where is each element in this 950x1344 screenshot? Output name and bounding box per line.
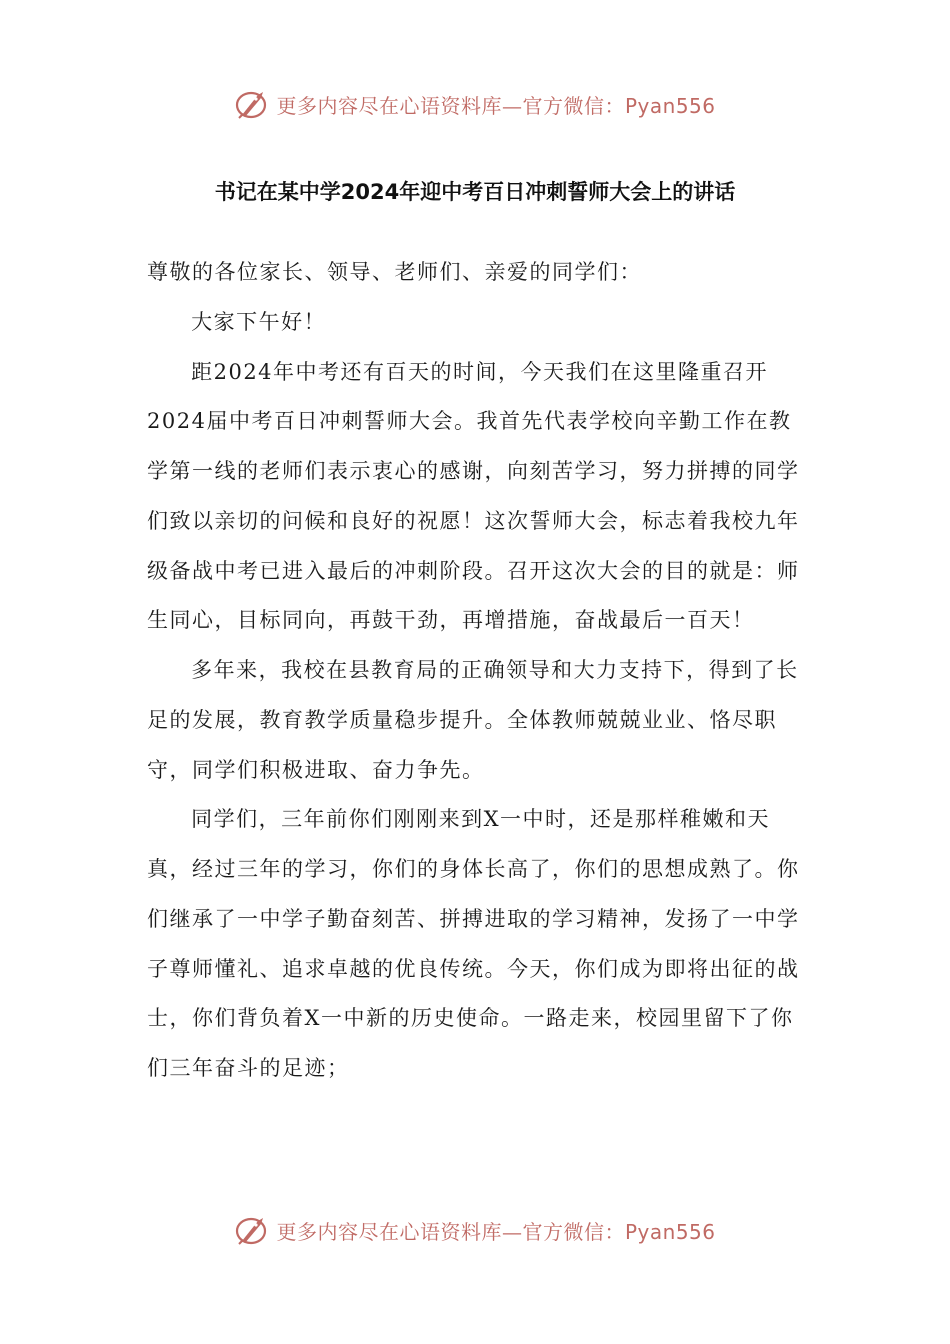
paragraph: 同学们，三年前你们刚刚来到X一中时，还是那样稚嫩和天真，经过三年的学习，你们的身体长高了，你们的思想成熟了。你们继承了一中学子勤奋刻苦、拼搏进取的学习精神，发扬了一中学子尊师懂礼、追求卓越的优良传统。今天，你们成为即将出征的战士，你们背负着X一中新的历史使命。一路走来，校园里留下了你们三年奋斗的足迹； [147, 807, 800, 1080]
salutation: 尊敬的各位家长、领导、老师们、亲爱的同学们： [147, 260, 642, 284]
pen-nib-logo-icon [234, 87, 270, 121]
paragraph: 距2024年中考还有百天的时间，今天我们在这里隆重召开2024届中考百日冲刺誓师大会。我首先代表学校向辛勤工作在教学第一线的老师们表示衷心的感谢，向刻苦学习，努力拼搏的同学们致以亲切的问候和良好的祝愿！这次誓师大会，标志着我校九年级备战中考已进入最后的冲刺阶段。召开这次大会的目的就是：师生同心，目标同向，再鼓干劲，再增措施，奋战最后一百天！ [147, 359, 800, 633]
wechat-id: Pyan556 [624, 1219, 716, 1244]
header-banner [0, 84, 950, 124]
footer-banner [0, 1210, 950, 1250]
banner-site-text: 更多内容尽在心语资料库—官方微信：Pyan556 [276, 1219, 716, 1244]
banner-site-text: 更多内容尽在心语资料库—官方微信：Pyan556 [276, 93, 716, 118]
document-body [147, 248, 807, 1094]
greeting: 大家下午好！ [191, 309, 327, 334]
document-title: 书记在某中学2024年迎中考百日冲刺誓师大会上的讲话 [214, 180, 736, 204]
pen-nib-logo-icon [234, 1213, 270, 1247]
wechat-id: Pyan556 [624, 93, 716, 118]
paragraph: 多年来，我校在县教育局的正确领导和大力支持下，得到了长足的发展，教育教学质量稳步提升。全体教师兢兢业业、恪尽职守，同学们积极进取、奋力争先。 [147, 658, 799, 782]
